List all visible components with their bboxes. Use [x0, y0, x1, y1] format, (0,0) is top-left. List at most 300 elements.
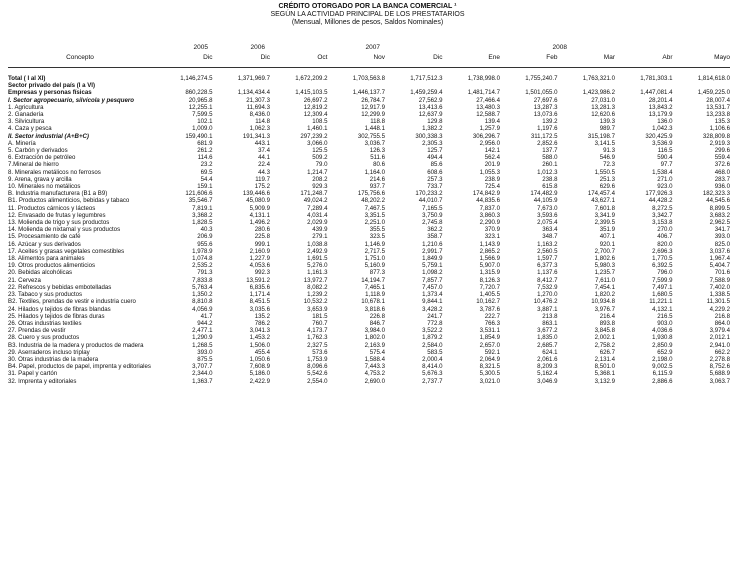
value-cell: 44.1 [258, 154, 270, 162]
value-cell: 3,536.9 [652, 139, 673, 147]
value-cell: 13,233.8 [706, 111, 730, 119]
period-header: Nov [373, 54, 385, 61]
value-cell: 114.6 [197, 154, 213, 162]
value-cell: 129.8 [427, 118, 443, 126]
value-cell: 1,382.2 [422, 125, 443, 133]
value-cell: 7,532.9 [537, 283, 558, 291]
value-cell: 8,126.3 [479, 276, 500, 284]
value-cell: 786.2 [254, 319, 270, 327]
row-label: 8. Minerales metálicos no ferrosos [8, 168, 101, 176]
table-row [8, 306, 730, 313]
table-row [8, 161, 730, 168]
value-cell: 45,080.9 [246, 197, 270, 205]
value-cell: 8,209.3 [537, 363, 558, 371]
value-cell: 2,327.5 [307, 341, 328, 349]
value-cell: 27,562.9 [418, 96, 443, 104]
value-cell: 1,270.0 [537, 291, 558, 299]
value-cell: 4,036.6 [652, 327, 673, 335]
table-row [8, 104, 730, 111]
value-cell: 1,012.3 [537, 168, 558, 176]
table-row [8, 97, 730, 104]
row-label: 19. Otros productos alimenticios [8, 262, 96, 270]
value-cell: 7,857.7 [422, 276, 443, 284]
value-cell: 270.0 [657, 226, 673, 234]
value-cell: 201.9 [484, 161, 500, 169]
value-cell: 2,758.2 [594, 341, 615, 349]
value-cell: 920.1 [599, 240, 615, 248]
value-cell: 279.1 [312, 233, 328, 241]
table-row [8, 233, 730, 240]
table-row [8, 226, 730, 233]
value-cell: 1,050.6 [249, 355, 270, 363]
table-row [8, 176, 730, 183]
value-cell: 222.7 [484, 312, 500, 320]
value-cell: 1,146,274.5 [180, 75, 213, 82]
value-cell: 11,694.3 [246, 103, 270, 111]
value-cell: 216.5 [657, 312, 673, 320]
value-cell: 766.3 [484, 319, 500, 327]
value-cell: 733.7 [427, 183, 443, 191]
value-cell: 27,697.6 [533, 96, 558, 104]
value-cell: 590.4 [657, 154, 673, 162]
value-cell: 1,227.9 [249, 255, 270, 263]
table-row [8, 125, 730, 132]
value-cell: 1,062.3 [249, 125, 270, 133]
value-cell: 5,909.9 [249, 204, 270, 212]
value-cell: 1,055.3 [479, 168, 500, 176]
value-cell: 583.5 [427, 348, 443, 356]
table-row [8, 133, 730, 140]
value-cell: 28,201.4 [648, 96, 673, 104]
table-row [8, 327, 730, 334]
value-cell: 1,447,081.4 [640, 89, 673, 97]
table-row [8, 147, 730, 154]
row-label: Sector privado del país (I a VI) [8, 82, 96, 90]
value-cell: 681.9 [197, 139, 213, 147]
value-cell: 302,755.5 [357, 132, 385, 140]
value-cell: 864.0 [714, 319, 730, 327]
value-cell: 139.2 [542, 118, 558, 126]
table-row [8, 291, 730, 298]
table-row [8, 356, 730, 363]
value-cell: 21,307.3 [246, 96, 270, 104]
value-cell: 191,341.3 [242, 132, 270, 140]
value-cell: 283.7 [714, 175, 730, 183]
value-cell: 355.5 [369, 226, 385, 234]
value-cell: 3,531.1 [479, 327, 500, 335]
value-cell: 1,459,259.4 [410, 89, 443, 97]
value-cell: 1,854.9 [479, 334, 500, 342]
value-cell: 7,608.9 [249, 363, 270, 371]
value-cell: 796.0 [657, 269, 673, 277]
value-cell: 2,290.9 [479, 219, 500, 227]
value-cell: 8,451.5 [249, 298, 270, 306]
value-cell: 97.7 [660, 161, 673, 169]
value-cell: 1,820.2 [594, 291, 615, 299]
value-cell: 509.2 [312, 154, 328, 162]
row-label: 25. Hilados y tejidos de fibras duras [8, 312, 105, 320]
value-cell: 1,268.5 [192, 341, 213, 349]
value-cell [500, 82, 558, 89]
value-cell: 13,531.7 [706, 103, 730, 111]
value-cell: 139,446.6 [242, 190, 270, 198]
value-cell: 69.5 [200, 168, 213, 176]
value-cell: 2,962.5 [709, 219, 730, 227]
value-cell: 11,221.1 [649, 298, 673, 306]
value-cell: 725.4 [484, 183, 500, 191]
value-cell: 1,210.6 [422, 240, 443, 248]
year-header-2007: 2007 [365, 44, 380, 51]
value-cell: 315,198.7 [587, 132, 615, 140]
table-row [8, 140, 730, 147]
value-cell: 1,423,986.2 [582, 89, 615, 97]
period-header: Dic [433, 54, 443, 61]
value-cell: 3,037.6 [709, 247, 730, 255]
value-cell: 1,930.8 [652, 334, 673, 342]
value-cell: 1,197.6 [537, 125, 558, 133]
value-cell: 10,476.2 [533, 298, 558, 306]
value-cell: 5,186.0 [249, 370, 270, 378]
row-label: B1. Productos alimenticios, bebidas y tabaco [8, 197, 130, 205]
value-cell: 280.6 [254, 226, 270, 234]
value-cell: 85.6 [430, 161, 443, 169]
value-cell: 1,164.0 [364, 168, 385, 176]
value-cell: 7,599.9 [652, 276, 673, 284]
value-cell: 8,096.6 [307, 363, 328, 371]
report-units-note: (Mensual, Millones de pesos, Saldos Nominales) [291, 19, 444, 26]
row-label: 13. Molienda de trigo y sus productos [8, 219, 110, 227]
value-cell: 1,415,103.5 [295, 89, 328, 97]
value-cell: 511.6 [370, 154, 385, 162]
value-cell: 2,717.5 [364, 247, 385, 255]
value-cell: 494.4 [427, 154, 443, 162]
value-cell: 41.7 [200, 312, 213, 320]
value-cell: 300,338.3 [415, 132, 443, 140]
value-cell: 2,657.0 [479, 341, 500, 349]
period-header: Dic [203, 54, 213, 61]
value-cell: 4,173.7 [307, 327, 328, 335]
value-cell: 1,163.2 [537, 240, 558, 248]
value-cell: 3,341.9 [594, 211, 615, 219]
value-cell: 2,696.3 [652, 247, 673, 255]
value-cell: 7,467.5 [364, 204, 385, 212]
value-cell: 3,063.7 [709, 377, 730, 385]
table-row [8, 370, 730, 377]
value-cell: 159.1 [197, 183, 213, 191]
value-cell: 121,606.6 [185, 190, 213, 198]
value-cell: 4,131.1 [249, 211, 270, 219]
row-label: 12. Envasado de frutas y legumbres [8, 211, 106, 219]
value-cell: 3,750.9 [422, 211, 443, 219]
value-cell: 4,753.2 [364, 370, 385, 378]
value-cell: 2,198.0 [652, 355, 673, 363]
value-cell: 3,984.0 [364, 327, 385, 335]
value-cell: 3,153.8 [652, 219, 673, 227]
value-cell: 13,591.2 [246, 276, 270, 284]
row-label: 31. Papel y cartón [8, 370, 58, 378]
value-cell: 1,763,321.0 [582, 75, 615, 82]
value-cell: 4,229.2 [709, 305, 730, 313]
value-cell: 1,214.7 [307, 168, 328, 176]
value-cell: 1,118.9 [365, 291, 385, 299]
value-cell: 241.7 [427, 312, 443, 320]
value-cell: 955.6 [197, 240, 213, 248]
value-cell: 559.4 [714, 154, 730, 162]
value-cell: 8,272.5 [652, 204, 673, 212]
value-cell: 2,956.0 [479, 139, 500, 147]
value-cell: 5,276.0 [307, 262, 328, 270]
value-cell: 701.6 [714, 269, 730, 277]
value-cell: 348.7 [542, 233, 558, 241]
value-cell: 175.2 [254, 183, 270, 191]
value-cell: 2,278.8 [709, 355, 730, 363]
value-cell: 181.5 [312, 312, 328, 320]
value-cell: 216.8 [714, 312, 730, 320]
value-cell: 12,819.2 [303, 103, 328, 111]
value-cell: 44,010.7 [418, 197, 443, 205]
value-cell: 363.4 [542, 226, 558, 234]
value-cell: 1,770.5 [652, 255, 673, 263]
value-cell: 3,046.9 [537, 377, 558, 385]
value-cell: 3,342.7 [652, 211, 673, 219]
value-cell: 772.8 [427, 319, 443, 327]
value-cell: 1,143.9 [479, 240, 500, 248]
value-cell: 1,762.3 [307, 334, 328, 342]
value-cell: 4,031.4 [307, 211, 328, 219]
value-cell: 1,566.9 [479, 255, 500, 263]
value-cell: 8,414.0 [422, 363, 443, 371]
value-cell: 3,860.3 [479, 211, 500, 219]
value-cell: 372.6 [714, 161, 730, 169]
value-cell: 174,482.9 [530, 190, 558, 198]
table-row [8, 154, 730, 161]
value-cell: 1,235.7 [594, 269, 615, 277]
value-cell: 13,287.3 [533, 103, 558, 111]
value-cell: 8,321.5 [479, 363, 500, 371]
value-cell: 142.1 [484, 147, 500, 155]
value-cell [558, 82, 616, 89]
value-cell: 3,036.7 [364, 139, 385, 147]
value-cell: 3,368.2 [192, 211, 213, 219]
value-cell: 3,066.0 [307, 139, 328, 147]
value-cell: 2,685.7 [537, 341, 558, 349]
value-cell: 455.4 [254, 348, 270, 356]
value-cell: 362.2 [427, 226, 443, 234]
value-cell [615, 82, 673, 89]
value-cell: 1,257.9 [479, 125, 500, 133]
value-cell: 2,061.6 [537, 355, 558, 363]
value-cell: 358.7 [427, 233, 443, 241]
value-cell: 5,162.4 [537, 370, 558, 378]
value-cell: 5,160.9 [364, 262, 385, 270]
period-header: Oct [317, 54, 328, 61]
value-cell: 108.5 [312, 118, 328, 126]
value-cell: 159,490.1 [185, 132, 213, 140]
value-cell: 116.5 [657, 147, 673, 155]
value-cell: 3,818.6 [364, 305, 385, 313]
value-cell: 49,024.2 [303, 197, 328, 205]
value-cell: 592.1 [484, 348, 500, 356]
row-label: 2. Ganadería [8, 111, 44, 119]
row-label: 10. Minerales no metálicos [8, 183, 81, 191]
table-row [8, 349, 730, 356]
value-cell: 820.0 [657, 240, 673, 248]
value-cell: 629.6 [599, 183, 615, 191]
row-label: 20. Bebidas alcohólicas [8, 269, 73, 277]
row-label: 5. Carbón y derivados [8, 147, 68, 155]
row-label: 15. Procesamiento de café [8, 233, 81, 241]
value-cell: 1,835.0 [537, 334, 558, 342]
row-label: 23. Tabaco y sus productos [8, 291, 83, 299]
value-cell: 299.6 [714, 147, 730, 155]
value-cell: 2,344.0 [192, 370, 213, 378]
value-cell: 626.7 [599, 348, 615, 356]
row-label: 27. Prendas de vestir [8, 327, 66, 335]
value-cell: 7,465.1 [364, 283, 385, 291]
value-cell: 1,106.6 [709, 125, 730, 133]
value-cell: 1,828.5 [192, 219, 213, 227]
value-cell: 213.8 [542, 312, 558, 320]
value-cell: 43,627.1 [591, 197, 615, 205]
value-cell: 2,554.0 [307, 377, 328, 385]
value-cell: 8,501.0 [594, 363, 615, 371]
value-cell: 3,677.2 [537, 327, 558, 335]
value-cell: 80.6 [373, 161, 385, 169]
value-cell: 40.3 [200, 226, 213, 234]
value-cell: 393.0 [197, 348, 213, 356]
value-cell: 2,251.0 [364, 219, 385, 227]
value-cell: 615.8 [542, 183, 558, 191]
value-cell: 7,443.3 [364, 363, 385, 371]
table-row [8, 277, 730, 284]
value-cell: 3,041.3 [249, 327, 270, 335]
value-cell: 3,021.0 [479, 377, 500, 385]
value-cell: 251.3 [599, 175, 615, 183]
value-cell: 139.4 [484, 118, 500, 126]
value-cell [155, 82, 213, 89]
value-cell: 608.6 [427, 168, 443, 176]
value-cell: 6,377.3 [537, 262, 558, 270]
value-cell: 174,457.4 [587, 190, 615, 198]
value-cell [443, 82, 501, 89]
value-cell [270, 82, 328, 89]
value-cell: 2,560.5 [537, 247, 558, 255]
row-label: 6. Extracción de petróleo [8, 154, 76, 162]
table-row [8, 248, 730, 255]
value-cell: 846.7 [369, 319, 385, 327]
value-cell: 118.8 [370, 118, 385, 126]
value-cell: 652.9 [657, 348, 673, 356]
value-cell: 261.2 [197, 147, 213, 155]
value-cell: 1,239.2 [307, 291, 328, 299]
row-label: B3. Industria de la madera y productos de madera [8, 341, 144, 349]
value-cell: 5,980.3 [594, 262, 615, 270]
value-cell: 7,289.4 [307, 204, 328, 212]
value-cell: 2,919.3 [709, 139, 730, 147]
value-cell: 4,132.1 [652, 305, 673, 313]
value-cell: 135.3 [714, 118, 730, 126]
value-cell: 208.2 [312, 175, 328, 183]
value-cell: 1,405.5 [479, 291, 500, 299]
value-cell: 903.0 [657, 319, 673, 327]
value-cell: 7,611.0 [595, 276, 615, 284]
value-cell: 1,290.9 [192, 334, 213, 342]
value-cell: 12,637.9 [418, 111, 443, 119]
value-cell: 3,976.7 [594, 305, 615, 313]
row-label: 28. Cuero y sus productos [8, 334, 80, 342]
value-cell: 119.7 [255, 175, 270, 183]
value-cell: 760.7 [312, 319, 328, 327]
value-cell: 999.1 [254, 240, 270, 248]
value-cell: 6,392.5 [652, 262, 673, 270]
value-cell: 5,763.4 [192, 283, 213, 291]
value-cell: 5,907.0 [479, 262, 500, 270]
value-cell: 1,134,434.4 [237, 89, 270, 97]
value-cell: 2,131.4 [594, 355, 615, 363]
row-label: Empresas y personas físicas [8, 89, 92, 97]
value-cell: 2,991.7 [422, 247, 443, 255]
value-cell: 175,756.6 [357, 190, 385, 198]
value-cell: 35,546.7 [188, 197, 213, 205]
value-cell: 1,137.6 [537, 269, 558, 277]
row-label: A. Minería [8, 139, 36, 147]
period-header: Dic [260, 54, 270, 61]
row-label: B4. Papel, productos de papel, imprenta y editoriales [8, 363, 151, 371]
value-cell: 6,115.9 [652, 370, 673, 378]
value-cell: 328,809.8 [702, 132, 730, 140]
value-cell: 12,309.4 [303, 111, 328, 119]
value-cell: 1,496.2 [249, 219, 270, 227]
value-cell: 1,691.5 [307, 255, 328, 263]
row-label: 22. Refrescos y bebidas embotelladas [8, 283, 112, 291]
value-cell: 3,653.9 [307, 305, 328, 313]
value-cell [213, 82, 271, 89]
table-row [8, 205, 730, 212]
value-cell: 125.5 [312, 147, 328, 155]
value-cell [385, 82, 443, 89]
value-cell: 238.9 [484, 175, 500, 183]
row-label: 14. Molienda de nixtamal y sus productos [8, 226, 121, 234]
value-cell: 1,350.2 [192, 291, 213, 299]
value-cell: 171,248.7 [300, 190, 328, 198]
value-cell: 936.0 [714, 183, 730, 191]
value-cell: 102.1 [197, 118, 213, 126]
row-label: 32. Imprenta y editoriales [8, 377, 77, 385]
value-cell: 3,787.6 [479, 305, 500, 313]
value-cell: 1,802.6 [594, 255, 615, 263]
row-label: 21. Cerveza [8, 276, 41, 284]
value-cell: 2,690.0 [364, 377, 385, 385]
value-cell: 8,412.7 [537, 276, 558, 284]
value-cell: 5,688.9 [709, 370, 730, 378]
value-cell: 825.0 [714, 240, 730, 248]
value-cell: 11,301.5 [706, 298, 730, 306]
value-cell: 1,373.4 [422, 291, 443, 299]
value-cell: 575.4 [369, 348, 385, 356]
table-row [8, 241, 730, 248]
value-cell: 226.8 [369, 312, 385, 320]
value-cell: 10,532.2 [303, 298, 328, 306]
value-cell: 7,454.1 [594, 283, 615, 291]
value-cell: 1,161.3 [307, 269, 328, 277]
value-cell: 27,466.4 [476, 96, 500, 104]
value-cell: 206.9 [197, 233, 213, 241]
value-cell: 1,753.9 [307, 355, 328, 363]
row-label: 3. Silvicultura [8, 118, 45, 126]
value-cell: 2,745.8 [422, 219, 443, 227]
value-cell: 22.4 [258, 161, 270, 169]
value-cell: 1,363.7 [192, 377, 213, 385]
